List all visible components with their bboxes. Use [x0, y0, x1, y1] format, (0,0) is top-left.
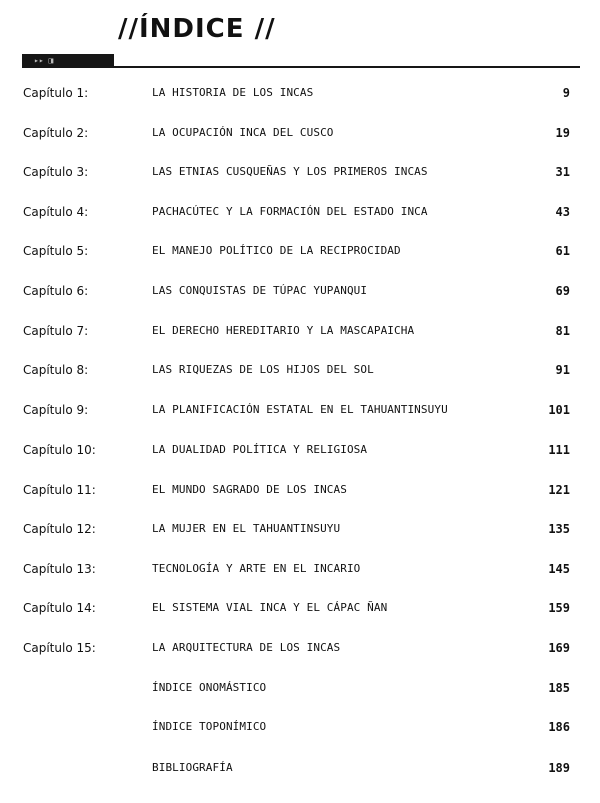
chapter-title: ÍNDICE TOPONÍMICO [152, 720, 267, 733]
page-number: 135 [548, 522, 570, 536]
toc-row[interactable] [0, 240, 600, 262]
page-number: 185 [548, 681, 570, 695]
chapter-title: EL SISTEMA VIAL INCA Y EL CÁPAC ÑAN [152, 601, 388, 614]
chapter-title: LA ARQUITECTURA DE LOS INCAS [152, 641, 341, 654]
toc-row[interactable] [0, 716, 600, 738]
chapter-title: LAS ETNIAS CUSQUEÑAS Y LOS PRIMEROS INCAS [152, 165, 428, 178]
chapter-number: Capítulo 8: [23, 363, 89, 377]
page-number: 81 [555, 324, 570, 338]
toc-row[interactable] [0, 597, 600, 619]
page-number: 145 [548, 562, 570, 576]
toc-row[interactable] [0, 757, 600, 779]
page-number: 186 [548, 720, 570, 734]
chapter-title: LA MUJER EN EL TAHUANTINSUYU [152, 522, 341, 535]
chapter-title: LAS CONQUISTAS DE TÚPAC YUPANQUI [152, 284, 368, 297]
chapter-title: EL MANEJO POLÍTICO DE LA RECIPROCIDAD [152, 244, 401, 257]
page-number: 91 [555, 363, 570, 377]
toc-row[interactable] [0, 161, 600, 183]
bar-glyph-icon: ▸▸ ◨ [34, 56, 54, 65]
chapter-number: Capítulo 12: [23, 522, 96, 536]
page-number: 31 [555, 165, 570, 179]
chapter-number: Capítulo 10: [23, 443, 96, 457]
toc-row[interactable] [0, 518, 600, 540]
chapter-title: BIBLIOGRAFÍA [152, 761, 233, 774]
chapter-number: Capítulo 5: [23, 244, 89, 258]
chapter-number: Capítulo 3: [23, 165, 89, 179]
chapter-title: ÍNDICE ONOMÁSTICO [152, 681, 267, 694]
toc-row[interactable] [0, 122, 600, 144]
page-number: 111 [548, 443, 570, 457]
page-number: 169 [548, 641, 570, 655]
chapter-title: EL MUNDO SAGRADO DE LOS INCAS [152, 483, 347, 496]
chapter-number: Capítulo 11: [23, 483, 96, 497]
chapter-number: Capítulo 4: [23, 205, 89, 219]
chapter-number: Capítulo 2: [23, 126, 89, 140]
toc-row[interactable] [0, 82, 600, 104]
page-number: 9 [562, 86, 570, 100]
chapter-number: Capítulo 13: [23, 562, 96, 576]
page-number: 61 [555, 244, 570, 258]
page-number: 43 [555, 205, 570, 219]
toc-row[interactable] [0, 558, 600, 580]
chapter-number: Capítulo 7: [23, 324, 89, 338]
toc-row[interactable] [0, 280, 600, 302]
page-title: //ÍNDICE // [118, 14, 276, 44]
toc-row[interactable] [0, 479, 600, 501]
toc-row[interactable] [0, 359, 600, 381]
chapter-number: Capítulo 6: [23, 284, 89, 298]
chapter-number: Capítulo 15: [23, 641, 96, 655]
toc-row[interactable] [0, 320, 600, 342]
chapter-title: LA HISTORIA DE LOS INCAS [152, 86, 314, 99]
chapter-title: LAS RIQUEZAS DE LOS HIJOS DEL SOL [152, 363, 374, 376]
chapter-title: LA PLANIFICACIÓN ESTATAL EN EL TAHUANTINSUYU [152, 403, 448, 416]
chapter-title: PACHACÚTEC Y LA FORMACIÓN DEL ESTADO INCA [152, 205, 428, 218]
toc-row[interactable] [0, 201, 600, 223]
chapter-title: EL DERECHO HEREDITARIO Y LA MASCAPAICHA [152, 324, 415, 337]
toc-row[interactable] [0, 677, 600, 699]
page-number: 101 [548, 403, 570, 417]
page-number: 159 [548, 601, 570, 615]
page-number: 19 [555, 126, 570, 140]
chapter-number: Capítulo 14: [23, 601, 96, 615]
chapter-title: TECNOLOGÍA Y ARTE EN EL INCARIO [152, 562, 361, 575]
chapter-title: LA DUALIDAD POLÍTICA Y RELIGIOSA [152, 443, 368, 456]
toc-row[interactable] [0, 637, 600, 659]
page-number: 121 [548, 483, 570, 497]
chapter-number: Capítulo 9: [23, 403, 89, 417]
toc-row[interactable] [0, 399, 600, 421]
toc-row[interactable] [0, 439, 600, 461]
page-number: 189 [548, 761, 570, 775]
chapter-number: Capítulo 1: [23, 86, 89, 100]
chapter-title: LA OCUPACIÓN INCA DEL CUSCO [152, 126, 334, 139]
page-number: 69 [555, 284, 570, 298]
